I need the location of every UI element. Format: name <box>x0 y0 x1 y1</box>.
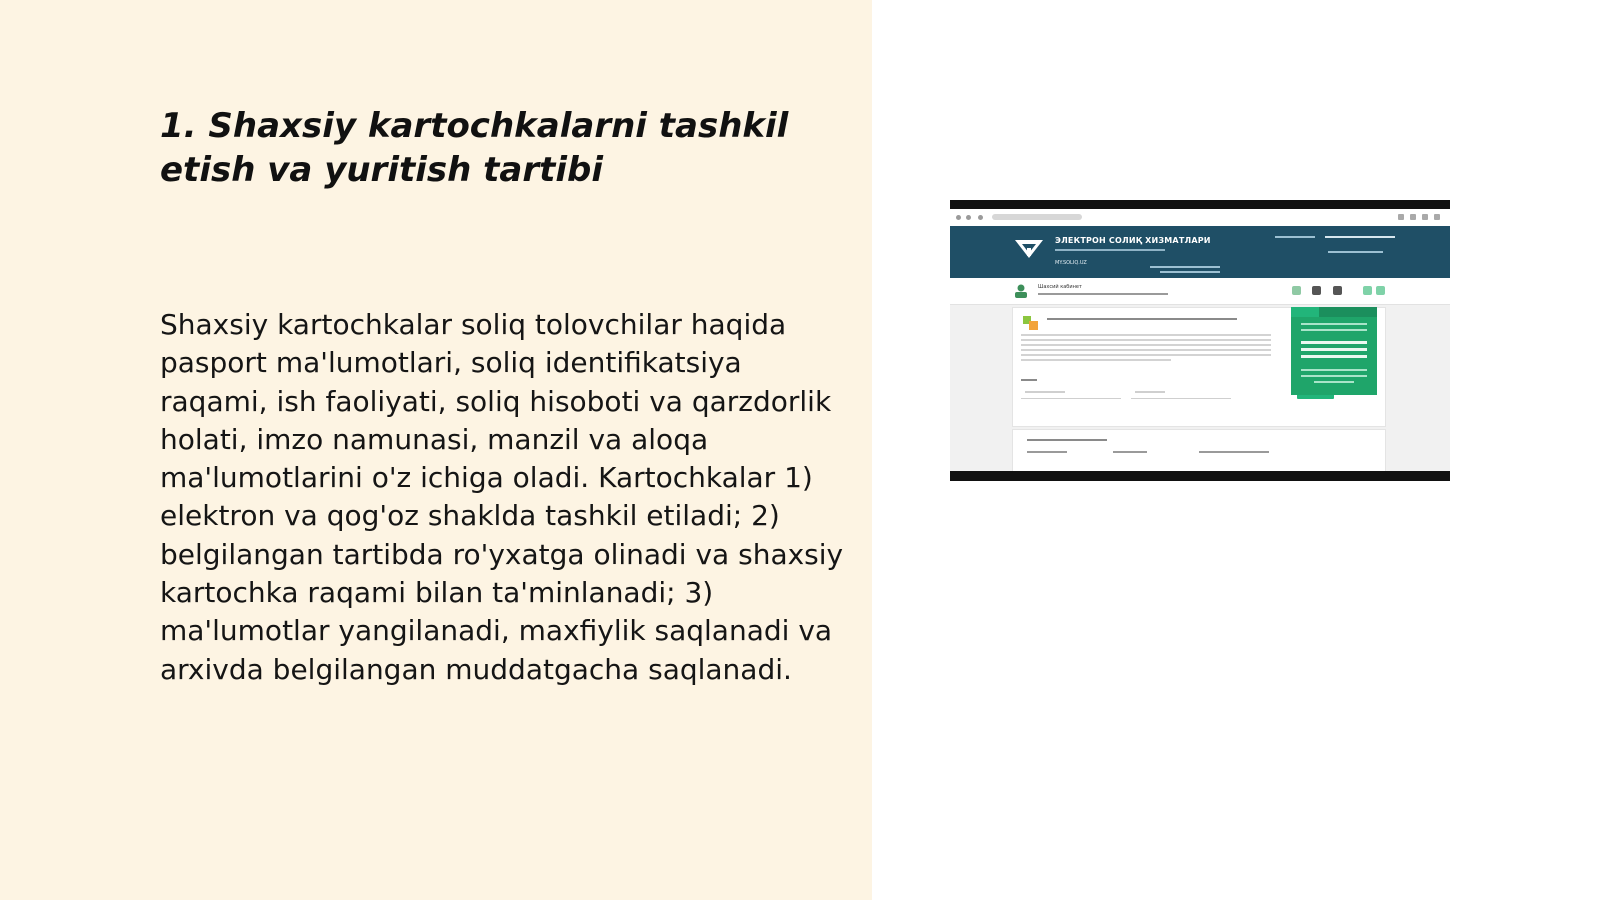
home-icon <box>1292 286 1301 295</box>
promo-title-line <box>1301 348 1367 351</box>
user-bar <box>950 278 1450 305</box>
language-icon <box>1363 286 1372 295</box>
forward-icon <box>966 215 971 220</box>
promo-text-line <box>1301 375 1367 377</box>
card-text-line <box>1021 354 1271 356</box>
slide-body-text: Shaxsiy kartochkalar soliq tolovchilar haqida pasport ma'lumotlari, soliq identifikatsiya raqami, ish faoliyati, soliq hisoboti va qarzdorlik holati, imzo namunasi, manzil va aloqa ma'lumotlarini o'z ichiga oladi. Kartochkalar 1) elektron va qog'oz shaklda tashkil etiladi; 2) belgilangan tartibda ro'yxatga olinadi va shaxsiy kartochka raqami bilan ta'minlanadi; 3) ma'lumotlar yangilanadi, maxfiylik saqlanadi va arxivda belgilangan muddatgacha saqlanadi. <box>160 308 844 686</box>
placeholder-line <box>1135 390 1165 394</box>
card-heading <box>1047 317 1237 322</box>
slogan-lines <box>1150 266 1220 274</box>
card-text-line <box>1021 349 1271 351</box>
column-header-line <box>1199 450 1269 454</box>
column-header-line <box>1027 450 1067 454</box>
user-icon <box>1333 286 1342 295</box>
promo-text-line <box>1314 381 1354 383</box>
back-icon <box>956 215 961 220</box>
bottom-card <box>1012 429 1386 471</box>
user-avatar-icon <box>1014 284 1028 298</box>
promo-panel <box>1291 307 1377 395</box>
promo-text-line <box>1301 329 1367 331</box>
slide-title: 1. Shaxsiy kartochkalarni tashkil etish va yuritish tartibi <box>160 106 789 190</box>
promo-text-line <box>1301 323 1367 325</box>
bookmark-icon <box>1398 214 1404 220</box>
column-header <box>1113 450 1147 455</box>
card-illustration-icon <box>1021 314 1039 332</box>
promo-tab-active <box>1291 307 1319 317</box>
user-name-line <box>1038 292 1168 296</box>
embedded-screenshot <box>950 200 1450 481</box>
header-link <box>1275 235 1315 240</box>
logout-icon <box>1376 286 1385 295</box>
card-text-line <box>1021 344 1271 346</box>
input-field-2 <box>1131 388 1231 399</box>
notification-icon <box>1312 286 1321 295</box>
card-heading-line <box>1047 317 1237 321</box>
header-phone <box>1325 235 1395 241</box>
column-header <box>1027 450 1067 455</box>
field-placeholder <box>1135 390 1165 395</box>
column-header-line <box>1113 450 1147 454</box>
column-header <box>1199 450 1269 455</box>
header-note-line <box>1328 250 1383 254</box>
field-label <box>1021 378 1037 383</box>
placeholder-line <box>1025 390 1065 394</box>
menu-icon <box>1434 214 1440 220</box>
site-url: MY.SOLIQ.UZ <box>1055 260 1087 266</box>
card-text-line <box>1021 359 1171 361</box>
cabinet-title: Шахсий кабинет <box>1038 284 1082 290</box>
promo-text-line <box>1301 369 1367 371</box>
header-note <box>1328 250 1383 255</box>
field-label-line <box>1021 378 1037 382</box>
header-phone-line <box>1325 235 1395 239</box>
bottom-card-title-line <box>1027 438 1107 442</box>
browser-toolbar <box>950 209 1450 227</box>
screenshot-viewport <box>950 209 1450 471</box>
subtitle-line <box>1055 248 1165 252</box>
bottom-card-title <box>1027 438 1107 443</box>
site-slogan <box>1150 266 1220 275</box>
emblem-icon <box>1014 236 1044 262</box>
promo-title-line <box>1301 341 1367 344</box>
site-subtitle <box>1055 248 1165 253</box>
reload-icon <box>978 215 983 220</box>
promo-tabs <box>1291 307 1377 317</box>
site-title: ЭЛЕКТРОН СОЛИҚ ХИЗМАТЛАРИ <box>1055 236 1211 245</box>
profile-icon <box>1422 214 1428 220</box>
header-link-line <box>1275 235 1315 239</box>
field-placeholder <box>1025 390 1065 395</box>
address-bar <box>992 214 1082 220</box>
extensions-icon <box>1410 214 1416 220</box>
cabinet-user-name <box>1038 292 1168 297</box>
input-field-1 <box>1021 388 1121 399</box>
site-header <box>950 226 1450 278</box>
card-text-line <box>1021 339 1271 341</box>
card-text-line <box>1021 334 1271 336</box>
promo-title-line <box>1301 355 1367 358</box>
